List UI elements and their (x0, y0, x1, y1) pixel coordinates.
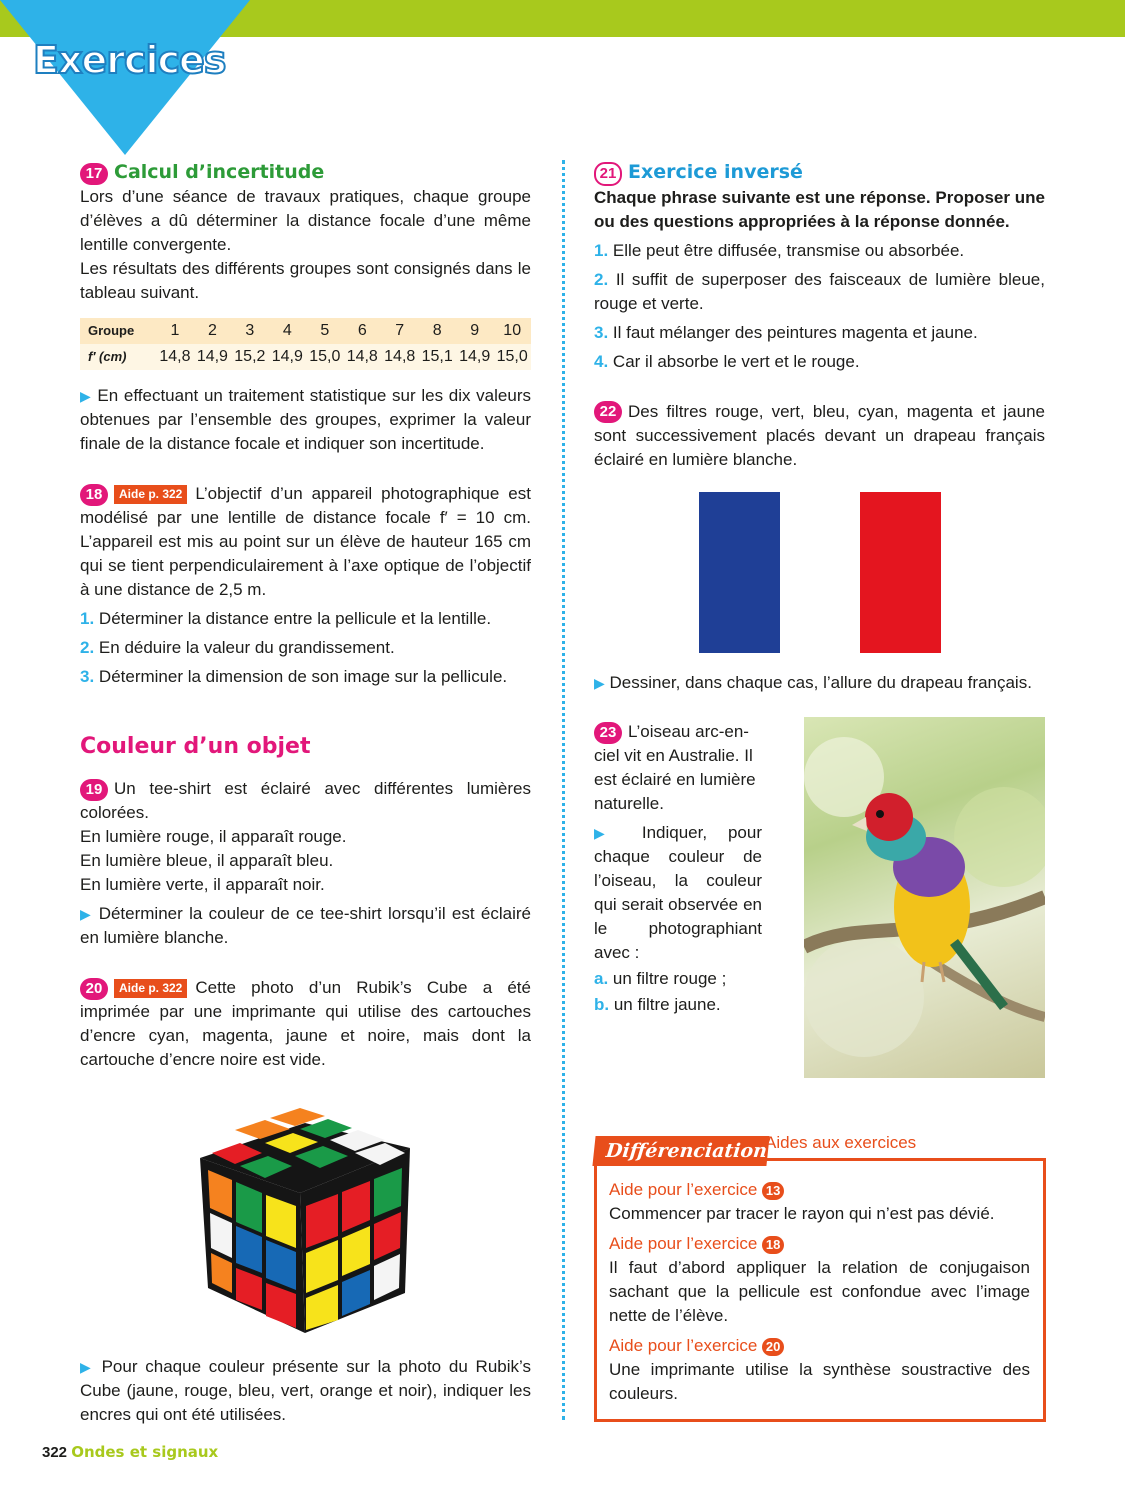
ex20-task-text: Pour chaque couleur présente sur la photo du Rubik’s Cube (jaune, rouge, bleu, vert, orange et noir), indiquer les encres qui ont été utilisées. (80, 1357, 531, 1424)
section-title: Couleur d’un objet (80, 734, 311, 759)
ex19-text (80, 777, 531, 825)
table-header-focal: f′ (cm) (88, 349, 127, 364)
ex20-text (80, 976, 531, 1072)
q-number: 2. (80, 638, 95, 657)
ex19-line1: En lumière rouge, il apparaît rouge. (80, 827, 347, 846)
ex18-q2 (80, 636, 531, 660)
rainbow-bird-photo (804, 717, 1045, 1078)
flag-band-white (780, 492, 861, 653)
ex17-text1: Lors d’une séance de travaux pratiques, chaque groupe d’élèves a dû déterminer la distance focale d’une même lentille convergente. (80, 187, 531, 254)
focal-table (80, 318, 531, 370)
q-letter: a. (594, 969, 609, 988)
left-column (80, 160, 531, 1072)
q-text: Elle peut être diffusée, transmise ou absorbée. (612, 240, 965, 260)
ex23-block (594, 720, 762, 1017)
ex23-number: 23 (594, 722, 622, 744)
differentiation-body (609, 1178, 1030, 1406)
q-text: En déduire la valeur du grandissement. (98, 638, 395, 657)
aide-header-text: Aide pour l’exercice (609, 1336, 758, 1355)
ex18-text (80, 482, 531, 602)
q-number: 4. (594, 351, 609, 371)
table-cell-value: 14,8 (384, 348, 416, 365)
ex23-text-body: L’oiseau arc-en-ciel vit en Australie. Il est éclairé en lumière naturelle. (594, 722, 756, 813)
ex21-q4 (594, 350, 1045, 374)
page-number: 322 (42, 1444, 68, 1461)
ex17-title: Calcul d’incertitude (114, 161, 325, 183)
arrow-icon: ▶ (80, 388, 92, 404)
footer-chapter-title: Ondes et signaux (71, 1443, 219, 1461)
table-row-values (80, 344, 531, 370)
ex21-intro: Chaque phrase suivante est une réponse. Proposer une ou des questions appropriées à la réponse donnée. (594, 187, 1045, 231)
differentiation-tab: Différenciation (592, 1136, 769, 1166)
ex17-task-text: En effectuant un traitement statistique sur les dix valeurs obtenues par l’ensemble des groupes, exprimer la valeur finale de la distance focale et indiquer son incertitude. (80, 386, 531, 453)
differentiation-heading: Aides aux exercices (765, 1133, 917, 1152)
column-divider (562, 160, 565, 1420)
q-letter: b. (594, 995, 610, 1014)
q-text: un filtre jaune. (613, 995, 721, 1014)
aide-header-text: Aide pour l’exercice (609, 1180, 758, 1199)
ex18-aide-badge[interactable]: Aide p. 322 (114, 485, 187, 504)
q-text: un filtre rouge ; (612, 969, 727, 988)
ex23-a (594, 967, 762, 991)
ex17-number: 17 (80, 163, 108, 185)
right-column (594, 160, 1045, 472)
aide-header-20[interactable] (609, 1334, 1030, 1358)
table-cell-group: 7 (395, 322, 405, 339)
ex17-task (80, 384, 531, 456)
ex17-text2: Les résultats des différents groupes sont consignés dans le tableau suivant. (80, 259, 531, 302)
ex21-header (594, 160, 1045, 186)
table-cell-group: 6 (357, 322, 367, 339)
table-cell-group: 10 (503, 322, 522, 339)
flag-band-blue (699, 492, 780, 653)
aide-number: 13 (762, 1182, 784, 1200)
ex21-title: Exercice inversé (628, 161, 803, 183)
aide-text-13: Commencer par tracer le rayon qui n’est pas dévié. (609, 1204, 995, 1223)
q-text: Car il absorbe le vert et le rouge. (612, 351, 860, 371)
table-cell-group: 4 (282, 322, 292, 339)
q-number: 1. (594, 240, 609, 260)
q-number: 3. (594, 322, 609, 342)
ex21-number: 21 (594, 162, 622, 186)
arrow-icon: ▶ (594, 675, 605, 691)
ex22-task-text: Dessiner, dans chaque cas, l’allure du drapeau français. (609, 673, 1032, 692)
aide-text-20: Une imprimante utilise la synthèse soustractive des couleurs. (609, 1360, 1030, 1403)
aide-text-18: Il faut d’abord appliquer la relation de conjugaison sachant que la pellicule est confondue avec l’image nette de l’élève. (609, 1258, 1030, 1325)
table-row-groups (80, 318, 531, 344)
ex20-task (80, 1355, 531, 1427)
table-cell-value: 14,8 (159, 348, 191, 365)
ex22-number: 22 (594, 401, 622, 423)
ex23-text (594, 720, 762, 816)
table-cell-group: 3 (245, 322, 255, 339)
flag-band-red (860, 492, 941, 653)
q-number: 1. (80, 609, 95, 628)
arrow-icon: ▶ (80, 1359, 94, 1375)
ex21-q2 (594, 268, 1045, 316)
french-flag-image (699, 492, 941, 653)
ex22-task (594, 671, 1045, 695)
aide-number: 20 (762, 1338, 784, 1356)
ex19-number: 19 (80, 779, 108, 801)
ex21-q1 (594, 239, 1045, 263)
ex20-number: 20 (80, 978, 108, 1000)
table-cell-value: 15,0 (496, 348, 528, 365)
ex19-line3: En lumière verte, il apparaît noir. (80, 875, 325, 894)
ex18-q1 (80, 607, 531, 631)
table-cell-group: 5 (320, 322, 330, 339)
ex19-text-body: Un tee-shirt est éclairé avec différentes lumières colorées. (80, 779, 531, 822)
table-cell-value: 15,1 (421, 348, 453, 365)
table-header-group: Groupe (88, 323, 135, 338)
ex23-b (594, 993, 762, 1017)
aide-header-18[interactable] (609, 1232, 1030, 1256)
table-cell-group: 8 (432, 322, 442, 339)
ex22-text-body: Des filtres rouge, vert, bleu, cyan, magenta et jaune sont successivement placés devant un drapeau français éclairé en lumière blanche. (594, 401, 1045, 469)
ex20-aide-badge[interactable]: Aide p. 322 (114, 979, 187, 998)
ex18-q3 (80, 665, 531, 689)
aide-header-text: Aide pour l’exercice (609, 1234, 758, 1253)
table-cell-value: 14,8 (346, 348, 378, 365)
q-text: Déterminer la distance entre la pellicule et la lentille. (98, 609, 492, 628)
table-cell-value: 15,0 (309, 348, 341, 365)
q-number: 2. (594, 269, 609, 289)
ex22-text (594, 400, 1045, 472)
ex19-line2: En lumière bleue, il apparaît bleu. (80, 851, 334, 870)
table-cell-group: 9 (470, 322, 480, 339)
table-cell-value: 14,9 (271, 348, 303, 365)
q-number: 3. (80, 667, 95, 686)
table-cell-group: 2 (207, 322, 217, 339)
table-cell-value: 14,9 (196, 348, 228, 365)
ex22-task-block (594, 671, 1045, 695)
table-cell-group: 1 (170, 322, 180, 339)
bird-illustration (804, 717, 1045, 1078)
ex18-number: 18 (80, 484, 108, 506)
ex20-text-body: Cette photo d’un Rubik’s Cube a été imprimée par une imprimante qui utilise des cartouches d’encre cyan, magenta, jaune et noire, mais dont la cartouche d’encre noire est vide. (80, 978, 531, 1069)
page-footer (42, 1443, 218, 1461)
ex17-header (80, 160, 531, 185)
table-cell-value: 14,9 (459, 348, 491, 365)
q-text: Il suffit de superposer des faisceaux de lumière bleue, rouge et verte. (594, 269, 1045, 313)
aide-header-13[interactable] (609, 1178, 1030, 1202)
q-text: Il faut mélanger des peintures magenta et jaune. (612, 322, 978, 342)
ex20-task-block (80, 1355, 531, 1427)
rubiks-cube-image (190, 1098, 420, 1338)
q-text: Déterminer la dimension de son image sur la pellicule. (98, 667, 508, 686)
arrow-icon: ▶ (80, 906, 93, 922)
ex19-task-text: Déterminer la couleur de ce tee-shirt lorsqu’il est éclairé en lumière blanche. (80, 904, 531, 947)
arrow-icon: ▶ (594, 825, 621, 841)
ex19-task (80, 902, 531, 950)
ex18-text-body: L’objectif d’un appareil photographique est modélisé par une lentille de distance focale f′ = 10 cm. L’appareil est mis au point sur un élève de hauteur 165 cm qui se tient perpendiculairement à l’axe optique de l’objectif à une distance de 2,5 m. (80, 484, 531, 599)
section-brand-title: Exercices (33, 38, 226, 82)
ex23-task-text: Indiquer, pour chaque couleur de l’oiseau, la couleur qui serait observée en le photographiant avec : (594, 823, 762, 962)
aide-number: 18 (762, 1236, 784, 1254)
ex23-task (594, 821, 762, 965)
ex21-q3 (594, 321, 1045, 345)
table-cell-value: 15,2 (234, 348, 266, 365)
